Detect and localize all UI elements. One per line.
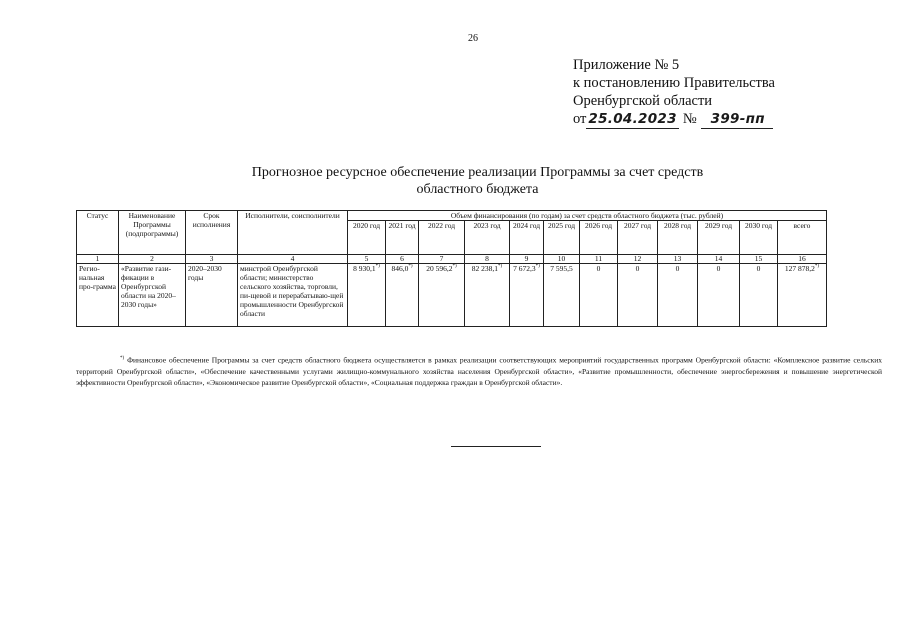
column-number: 9 [510, 255, 544, 264]
footnote-mark: *) [498, 264, 503, 269]
column-number: 8 [465, 255, 510, 264]
header-executors: Исполнители, соисполнители [238, 211, 348, 255]
header-financing: Объем финансирования (по годам) за счет средств областного бюджета (тыс. рублей) [348, 211, 827, 221]
header-year: 2023 год [465, 221, 510, 255]
column-number: 6 [386, 255, 419, 264]
header-year: 2029 год [698, 221, 740, 255]
value-amount: 7 595,5 [550, 264, 573, 273]
value-cell [740, 264, 778, 327]
title-line-2: областного бюджета [416, 182, 539, 197]
decree-line [573, 110, 775, 129]
footnote [76, 353, 882, 388]
header-year: 2024 год [510, 221, 544, 255]
footnote-mark: *) [535, 264, 540, 269]
value-cell [348, 264, 386, 327]
column-number: 3 [186, 255, 238, 264]
footnote-mark: *) [452, 264, 457, 269]
date-prefix: от [573, 111, 587, 127]
header-year: 2026 год [580, 221, 618, 255]
appendix-line-2: к постановлению Правительства [573, 75, 775, 91]
title-line-1: Прогнозное ресурсное обеспечение реализации Программы за счет средств [251, 165, 704, 180]
value-cell [510, 264, 544, 327]
footnote-text: Финансовое обеспечение Программы за счет средств областного бюджета осуществляется в рамках реализации соответствующих мероприятий государственных программ Оренбургской области: «Комплексное развитие сельских территорий Оренбургской области», «Обеспечение качественными услугами жилищно-коммунального хозяйства населения Оренбургской области», «Развитие промышленности, обеспечение энергосбережения и повышение энергетической эффективности Оренбургской области», «Экономическое развитие Оренбургской области», «Социальная поддержка граждан в Оренбургской области». [76, 355, 883, 387]
value-amount: 0 [635, 264, 640, 273]
total-cell [778, 264, 827, 327]
header-total: всего [778, 221, 827, 255]
value-cell [544, 264, 580, 327]
column-number: 10 [544, 255, 580, 264]
value-amount: 0 [716, 264, 721, 273]
document-title [200, 164, 755, 198]
column-number: 4 [238, 255, 348, 264]
footnote-mark: *) [408, 264, 413, 269]
column-number: 12 [618, 255, 658, 264]
row-status: Регио-нальная про-грамма [77, 264, 119, 327]
value-amount: 846,0 [391, 264, 409, 273]
end-divider [451, 446, 541, 447]
header-year: 2020 год [348, 221, 386, 255]
value-amount: 20 596,2 [426, 264, 453, 273]
number-sign: № [682, 111, 697, 127]
total-amount: 127 878,2 [784, 264, 815, 273]
column-number-row [77, 255, 827, 264]
value-cell [580, 264, 618, 327]
row-program-name: «Развитие гази-фикации в Оренбургской области на 2020–2030 годы» [119, 264, 186, 327]
header-row [77, 211, 827, 221]
header-program-name: Наименование Программы (подпрограммы) [119, 211, 186, 255]
value-cell [618, 264, 658, 327]
footnote-marker: *) [120, 356, 125, 361]
decree-number: 399-пп [701, 110, 773, 129]
column-number: 2 [119, 255, 186, 264]
row-executors: минстрой Оренбургской области; министерство сельского хозяйства, торговли, пи-щевой и перерабатываю-щей промышленности Оренбургской области [238, 264, 348, 327]
value-cell [465, 264, 510, 327]
value-cell [658, 264, 698, 327]
value-amount: 82 238,1 [471, 264, 499, 273]
header-year: 2025 год [544, 221, 580, 255]
page-number: 26 [468, 33, 478, 44]
header-year: 2030 год [740, 221, 778, 255]
header-year: 2021 год [386, 221, 419, 255]
header-year: 2027 год [618, 221, 658, 255]
value-amount: 7 672,3 [513, 264, 536, 273]
table-row [77, 264, 827, 327]
value-amount: 0 [675, 264, 680, 273]
appendix-header [573, 56, 775, 129]
header-status: Статус [77, 211, 119, 255]
column-number: 11 [580, 255, 618, 264]
column-number: 14 [698, 255, 740, 264]
column-number: 7 [419, 255, 465, 264]
value-cell [386, 264, 419, 327]
value-cell [419, 264, 465, 327]
column-number: 15 [740, 255, 778, 264]
footnote-mark: *) [375, 264, 380, 269]
row-term: 2020–2030 годы [186, 264, 238, 327]
header-year: 2022 год [419, 221, 465, 255]
decree-date: 25.04.2023 [588, 111, 677, 127]
column-number: 13 [658, 255, 698, 264]
footnote-mark: *) [814, 264, 820, 269]
value-amount: 8 930,1 [353, 264, 376, 273]
header-year: 2028 год [658, 221, 698, 255]
column-number: 5 [348, 255, 386, 264]
value-amount: 0 [596, 264, 601, 273]
value-amount: 0 [756, 264, 761, 273]
funding-table [76, 210, 827, 327]
appendix-line-1: Приложение № 5 [573, 57, 680, 73]
value-cell [698, 264, 740, 327]
column-number: 1 [77, 255, 119, 264]
appendix-line-3: Оренбургской области [573, 93, 713, 109]
column-number: 16 [778, 255, 827, 264]
header-term: Срок исполнения [186, 211, 238, 255]
